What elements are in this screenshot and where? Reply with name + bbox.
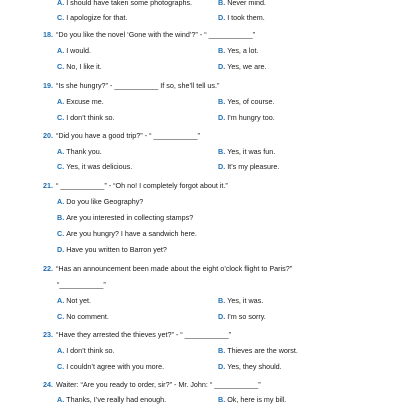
option-text: I don’t think so. (66, 113, 115, 122)
option-letter: B. (218, 97, 226, 106)
question-text: “Have they arrested the thieves yet?” - “ ___________” (56, 330, 231, 339)
answer-option[interactable] (57, 245, 167, 254)
option-text: Never mind. (227, 0, 266, 7)
option-letter: B. (218, 346, 226, 355)
option-letter: C. (57, 162, 65, 171)
question-text: “Did you have a good trip?” - “ ___________” (56, 131, 200, 140)
option-text: Are you hungry? I have a sandwich here. (66, 229, 197, 238)
option-letter: A. (57, 346, 65, 355)
option-text: I don’t think so. (66, 346, 115, 355)
option-text: Are you interested in collecting stamps? (66, 213, 194, 222)
question-text: “Do you like the novel ‘Gone with the wind’?” - “ ___________” (56, 30, 255, 39)
option-text: Yes, they should. (227, 362, 282, 371)
answer-option[interactable] (218, 97, 274, 106)
answer-option[interactable] (218, 362, 282, 371)
option-text: Yes, it was. (227, 296, 264, 305)
answer-option[interactable] (218, 13, 265, 22)
question-number: 18. (43, 30, 53, 39)
option-text: No comment. (66, 312, 109, 321)
question-text: “Is she hungry?” - ___________ If so, she’ll tell us.” (56, 81, 220, 90)
option-row (0, 296, 400, 305)
option-text: Thanks, I’ve really had enough. (66, 395, 167, 404)
option-text: Yes, of course. (227, 97, 275, 106)
option-row (0, 62, 400, 71)
answer-option[interactable] (57, 362, 164, 371)
option-row (0, 346, 400, 355)
question-19 (43, 81, 219, 90)
option-text: It’s my pleasure. (227, 162, 280, 171)
answer-option[interactable] (57, 113, 115, 122)
question-number: 21. (43, 181, 53, 190)
option-text: Yes, it was delicious. (66, 162, 133, 171)
option-letter: D. (218, 362, 226, 371)
option-letter: C. (57, 229, 65, 238)
option-letter: A. (57, 197, 65, 206)
option-letter: D. (218, 312, 226, 321)
option-letter: C. (57, 62, 65, 71)
option-letter: A. (57, 296, 65, 305)
option-text: Yes, a lot. (227, 46, 259, 55)
option-letter: C. (57, 362, 65, 371)
question-20 (43, 131, 200, 140)
option-letter: D. (57, 245, 65, 254)
option-row (0, 46, 400, 55)
question-text: Waiter: “Are you ready to order, sir?” - Mr. John: “ ___________” (56, 380, 261, 389)
option-text: I took them. (227, 13, 265, 22)
option-letter: D. (218, 13, 226, 22)
option-text: I should have taken some photographs. (66, 0, 193, 7)
answer-option[interactable] (57, 229, 197, 238)
answer-option[interactable] (218, 62, 266, 71)
option-text: I’m so sorry. (227, 312, 266, 321)
answer-option[interactable] (218, 46, 259, 55)
option-row (0, 97, 400, 106)
question-23 (43, 330, 231, 339)
question-number: 23. (43, 330, 53, 339)
option-letter: B. (57, 213, 65, 222)
option-row (0, 147, 400, 156)
option-row (0, 13, 400, 22)
answer-option[interactable] (57, 213, 193, 222)
option-text: Yes, it was fun. (227, 147, 276, 156)
answer-option[interactable] (218, 312, 266, 321)
option-row (0, 0, 400, 7)
option-row (0, 362, 400, 371)
option-letter: A. (57, 147, 65, 156)
option-text: I couldn’t agree with you more. (66, 362, 165, 371)
option-text: Thieves are the worst. (227, 346, 298, 355)
option-letter: A. (57, 0, 65, 7)
option-row (0, 113, 400, 122)
question-24 (43, 380, 261, 389)
option-letter: C. (57, 113, 65, 122)
answer-option[interactable] (57, 312, 109, 321)
question-22 (43, 264, 292, 273)
option-text: No, I like it. (66, 62, 102, 71)
answer-option[interactable] (57, 197, 143, 206)
answer-option[interactable] (218, 346, 298, 355)
question-text: “Has an announcement been made about the eight o’clock flight to Paris?” (56, 264, 293, 273)
answer-option[interactable] (57, 62, 102, 71)
option-text: Yes, we are. (227, 62, 267, 71)
question-number: 22. (43, 264, 53, 273)
option-letter: A. (57, 97, 65, 106)
answer-option[interactable] (57, 46, 91, 55)
answer-option[interactable] (218, 162, 279, 171)
option-text: I’m hungry too. (227, 113, 275, 122)
answer-option[interactable] (57, 13, 127, 22)
answer-option[interactable] (57, 0, 192, 7)
option-letter: D. (218, 62, 226, 71)
answer-option[interactable] (218, 296, 263, 305)
option-letter: C. (57, 312, 65, 321)
option-text: Have you written to Barron yet? (66, 245, 167, 254)
option-letter: B. (218, 46, 226, 55)
option-row (0, 312, 400, 321)
option-letter: D. (218, 113, 226, 122)
option-letter: B. (218, 395, 226, 404)
option-text: I apologize for that. (66, 13, 128, 22)
answer-option[interactable] (218, 0, 266, 7)
option-letter: A. (57, 395, 65, 404)
question-number: 19. (43, 81, 53, 90)
answer-option[interactable] (57, 296, 91, 305)
option-letter: A. (57, 46, 65, 55)
option-text: I would. (66, 46, 91, 55)
option-row (0, 162, 400, 171)
answer-option[interactable] (57, 346, 115, 355)
answer-option[interactable] (57, 162, 132, 171)
option-text: Ok, here is my bill. (227, 395, 287, 404)
answer-option[interactable] (57, 97, 104, 106)
option-letter: C. (57, 13, 65, 22)
option-text: Do you like Geography? (66, 197, 144, 206)
question-18 (43, 30, 255, 39)
question-number: 24. (43, 380, 53, 389)
option-letter: B. (218, 296, 226, 305)
option-letter: D. (218, 162, 226, 171)
answer-option[interactable] (218, 147, 275, 156)
question-text: “ ___________” - “Oh no! I completely forgot about it.” (56, 181, 228, 190)
option-text: Excuse me. (66, 97, 104, 106)
option-text: Thank you. (66, 147, 102, 156)
option-text: Not yet. (66, 296, 91, 305)
question-number: 20. (43, 131, 53, 140)
answer-option[interactable] (57, 147, 102, 156)
option-letter: B. (218, 147, 226, 156)
option-letter: B. (218, 0, 226, 7)
question-21 (43, 181, 228, 190)
answer-option[interactable] (218, 113, 275, 122)
question-answer-blank: “___________” (57, 280, 106, 289)
